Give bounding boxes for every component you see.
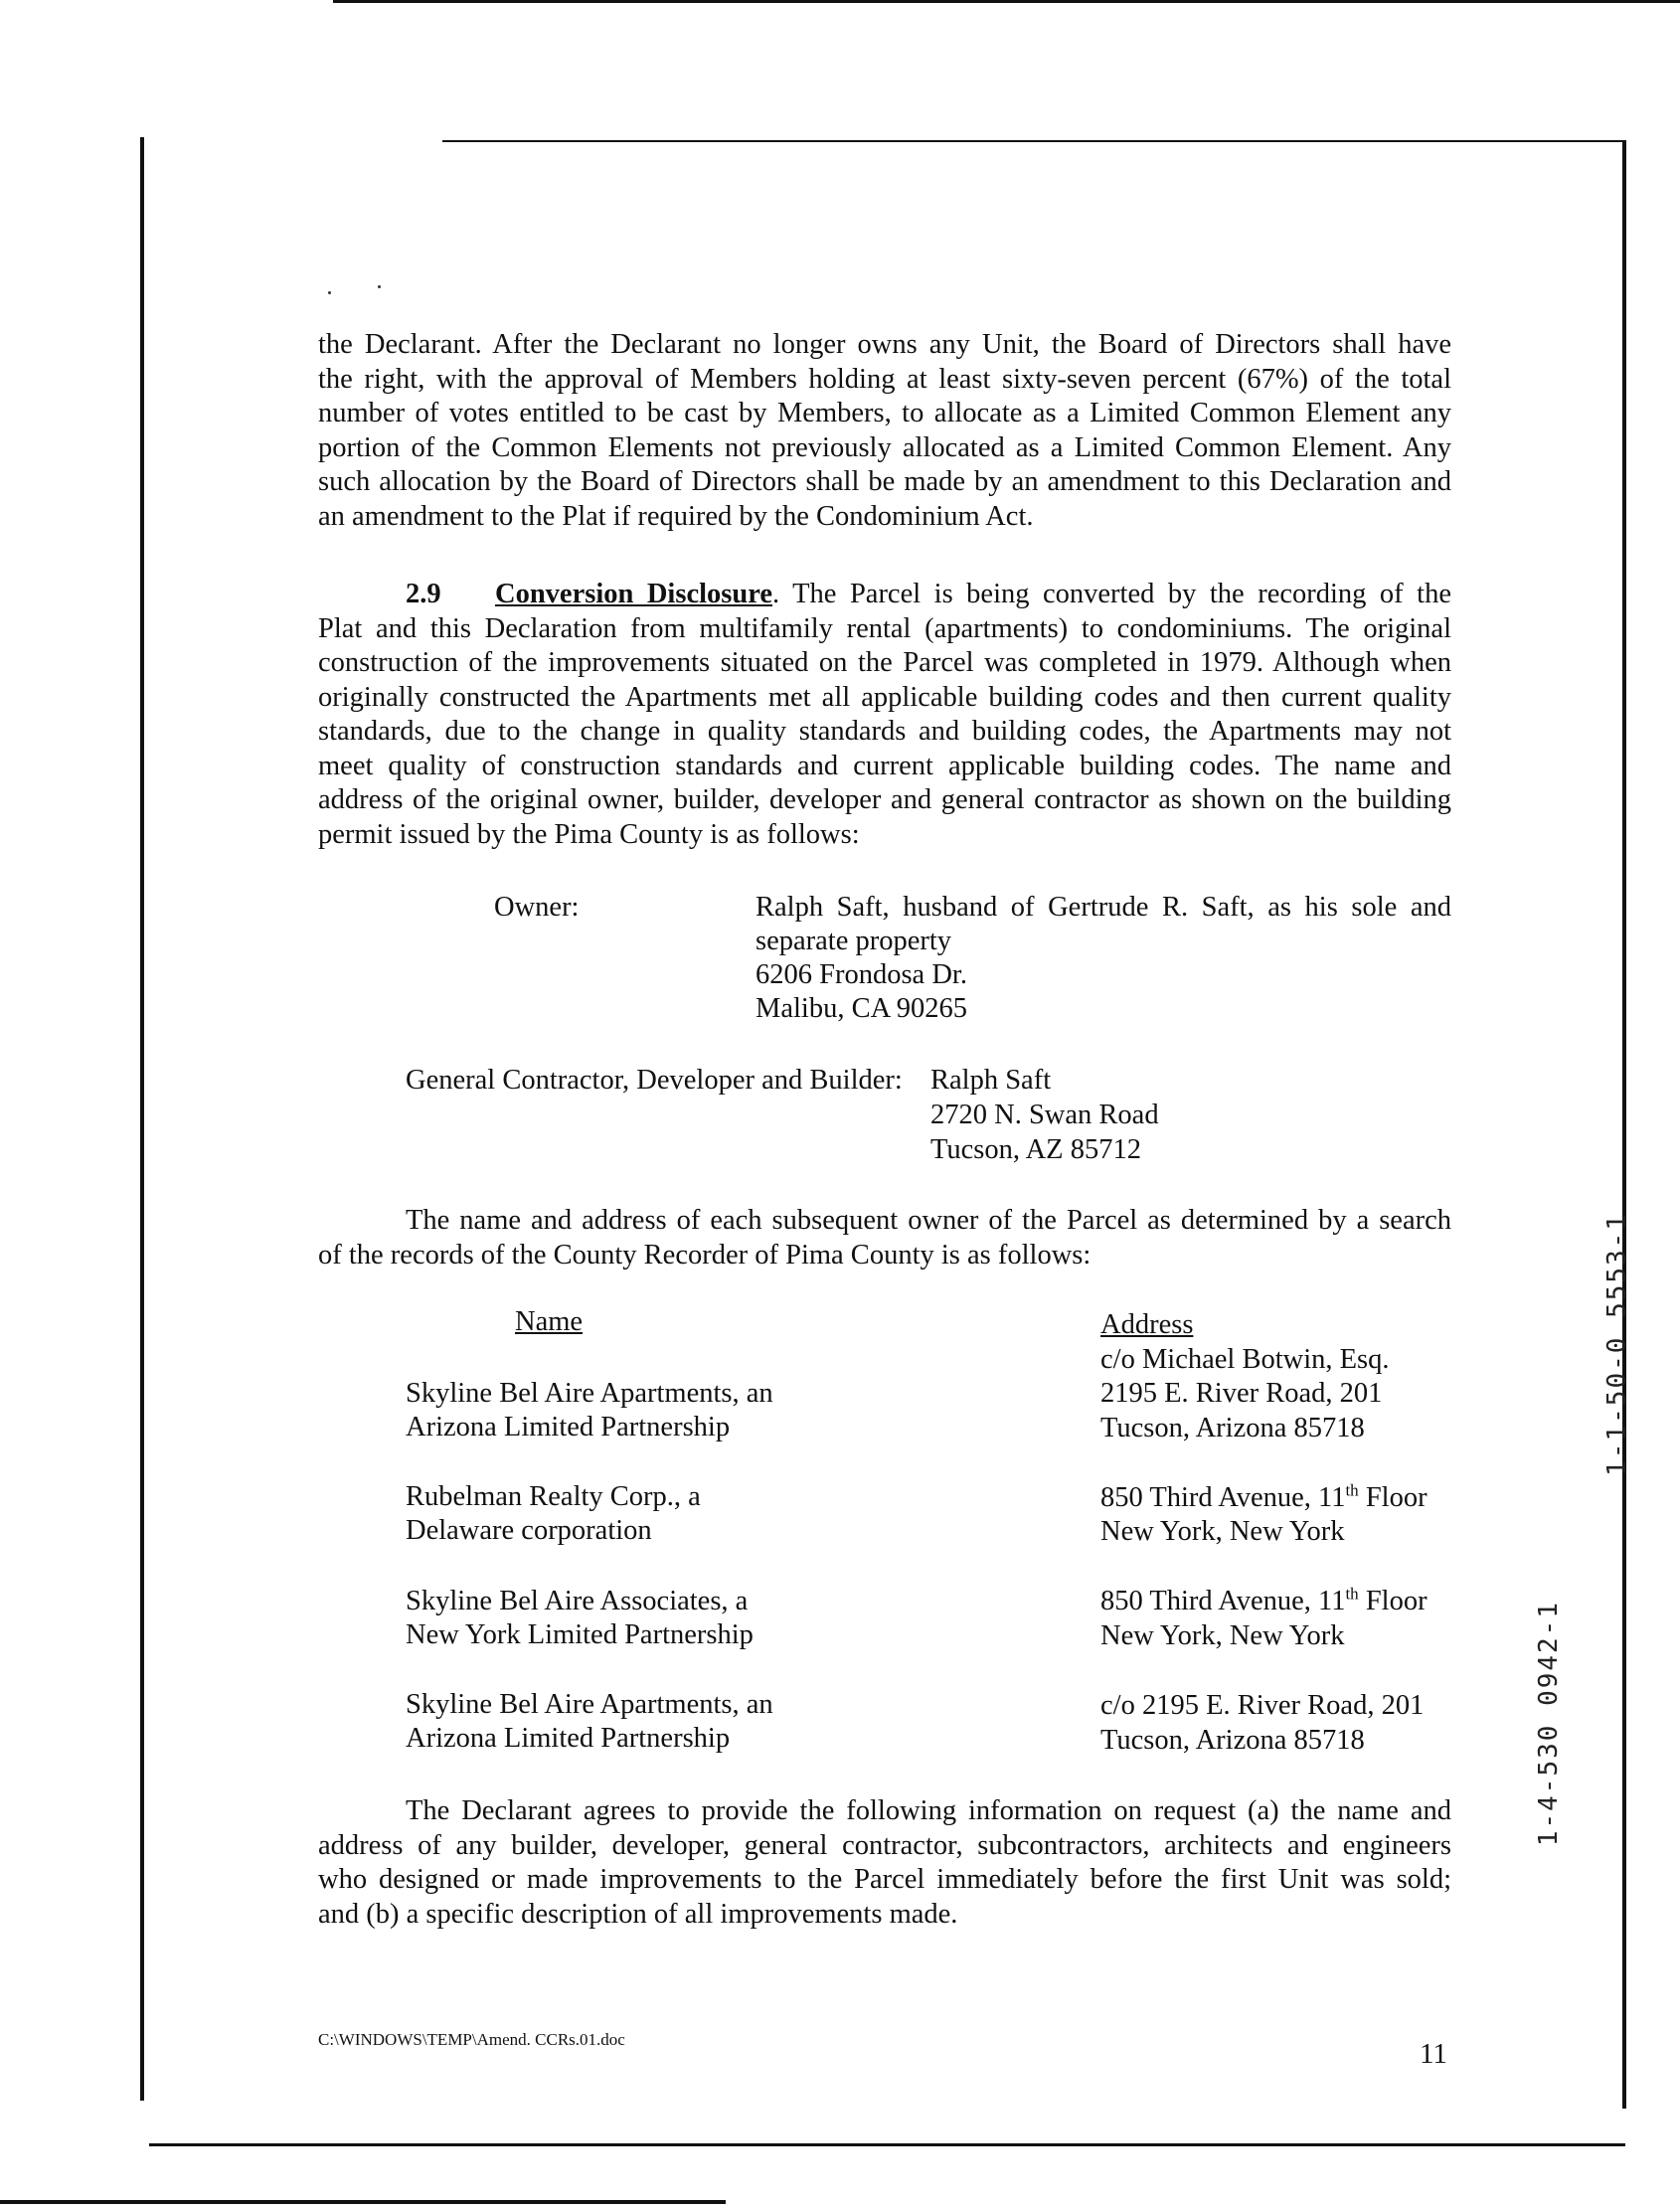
subsequent-owners-intro (318, 1204, 1451, 1272)
section-number: 2.9 (406, 579, 441, 609)
owner-label: Owner: (494, 892, 580, 923)
top-frame-line (442, 140, 1625, 142)
text-fragment: . The Parcel is being converted by the recording of the (772, 579, 1452, 609)
contractor-line: Tucson, AZ 85712 (930, 1134, 1141, 1165)
section-title: Conversion Disclosure (495, 579, 772, 609)
text-line: meet quality of construction standards and current applicable building codes. The name and (318, 750, 1451, 781)
table-cell-name: Delaware corporation (406, 1515, 652, 1546)
text-line: of the records of the County Recorder of Pima County is as follows: (318, 1239, 1092, 1271)
section-heading-line (318, 578, 1451, 612)
owner-line: Malibu, CA 90265 (756, 993, 967, 1024)
paragraph-continuation (318, 328, 1451, 534)
table-cell-name: Skyline Bel Aire Apartments, an (406, 1378, 773, 1409)
table-cell-address: c/o 2195 E. River Road, 201 (1100, 1690, 1425, 1721)
text-line: originally constructed the Apartments met all applicable building codes and then current quality (318, 681, 1451, 713)
superscript: th (1345, 1480, 1359, 1500)
text-line: construction of the improvements situated on the Parcel was completed in 1979. Although when (318, 647, 1451, 678)
contractor-label: General Contractor, Developer and Builder: (406, 1065, 903, 1096)
text-line: address of the original owner, builder, developer and general contractor as shown on the building (318, 784, 1451, 815)
text-fragment: The name and address of each subsequent owner of the Parcel as determined by a search (406, 1205, 1451, 1236)
text-line: Plat and this Declaration from multifamily rental (apartments) to condominiums. The original (318, 612, 1451, 644)
text-fragment: 850 Third Avenue, 11 (1100, 1586, 1346, 1616)
owner-line: separate property (756, 926, 952, 956)
text-line: standards, due to the change in quality standards and building codes, the Apartments may not (318, 716, 1451, 747)
text-line: permit issued by the Pima County is as follows: (318, 818, 860, 850)
superscript: th (1345, 1584, 1359, 1604)
table-cell-name: Rubelman Realty Corp., a (406, 1481, 701, 1512)
text-line (318, 1204, 1451, 1239)
text-line: address of any builder, developer, general contractor, subcontractors, architects and engineers (318, 1829, 1451, 1861)
table-cell-address: Tucson, Arizona 85718 (1100, 1725, 1365, 1756)
contractor-line: 2720 N. Swan Road (930, 1100, 1159, 1130)
section-conversion-disclosure (318, 578, 1451, 852)
right-frame-line (1622, 140, 1626, 2109)
text-fragment: Floor (1358, 1586, 1428, 1616)
table-cell-address: New York, New York (1100, 1620, 1345, 1651)
footer-file-path: C:\WINDOWS\TEMP\Amend. CCRs.01.doc (318, 2030, 625, 2049)
speck-mark (378, 285, 381, 288)
table-cell-address: c/o Michael Botwin, Esq. (1100, 1344, 1390, 1375)
table-cell-name: Arizona Limited Partnership (406, 1723, 731, 1754)
closing-paragraph (318, 1794, 1451, 1932)
owner-line: 6206 Frondosa Dr. (756, 959, 967, 990)
table-cell-name: Skyline Bel Aire Apartments, an (406, 1689, 773, 1720)
table-cell-address (1100, 1481, 1428, 1516)
table-cell-name: Skyline Bel Aire Associates, a (406, 1586, 749, 1616)
text-line: and (b) a specific description of all improvements made. (318, 1898, 958, 1930)
contractor-line: Ralph Saft (930, 1065, 1052, 1096)
owner-line: Ralph Saft, husband of Gertrude R. Saft, as his sole and (756, 892, 1451, 923)
speck-mark (328, 291, 331, 294)
recording-stamp-lower: 1-4-530 0942-1 (1534, 1601, 1564, 1847)
left-frame-line (140, 137, 144, 2101)
text-line (318, 1794, 1451, 1829)
table-cell-address (1100, 1585, 1428, 1619)
bottom-edge-line (0, 2200, 726, 2204)
text-fragment: The Declarant agrees to provide the following information on request (a) the name and (406, 1795, 1451, 1826)
text-line: who designed or made improvements to the Parcel immediately before the first Unit was sold; (318, 1864, 1451, 1895)
table-header-name: Name (515, 1306, 584, 1337)
text-fragment: 850 Third Avenue, 11 (1100, 1482, 1346, 1513)
text-line: number of votes entitled to be cast by Members, to allocate as a Limited Common Element any (318, 398, 1451, 428)
text-line: portion of the Common Elements not previously allocated as a Limited Common Element. Any (318, 431, 1451, 463)
table-cell-address: 2195 E. River Road, 201 (1100, 1378, 1383, 1409)
table-cell-name: New York Limited Partnership (406, 1619, 754, 1650)
recording-stamp-upper: 1-1-50-0 5553-1 (1602, 1213, 1632, 1476)
table-cell-address: New York, New York (1100, 1516, 1345, 1547)
text-fragment: Floor (1358, 1482, 1428, 1513)
table-header-address: Address (1100, 1309, 1194, 1340)
text-line: an amendment to the Plat if required by the Condominium Act. (318, 500, 1034, 532)
table-cell-address: Tucson, Arizona 85718 (1100, 1413, 1365, 1443)
top-border-line (333, 0, 1680, 3)
text-line: the Declarant. After the Declarant no longer owns any Unit, the Board of Directors shall have (318, 329, 1451, 360)
page-number: 11 (1420, 2038, 1447, 2070)
bottom-frame-line (149, 2143, 1625, 2146)
text-line: the right, with the approval of Members holding at least sixty-seven percent (67%) of the total (318, 363, 1451, 395)
table-cell-name: Arizona Limited Partnership (406, 1412, 731, 1442)
text-line: such allocation by the Board of Directors shall be made by an amendment to this Declaration and (318, 466, 1451, 497)
